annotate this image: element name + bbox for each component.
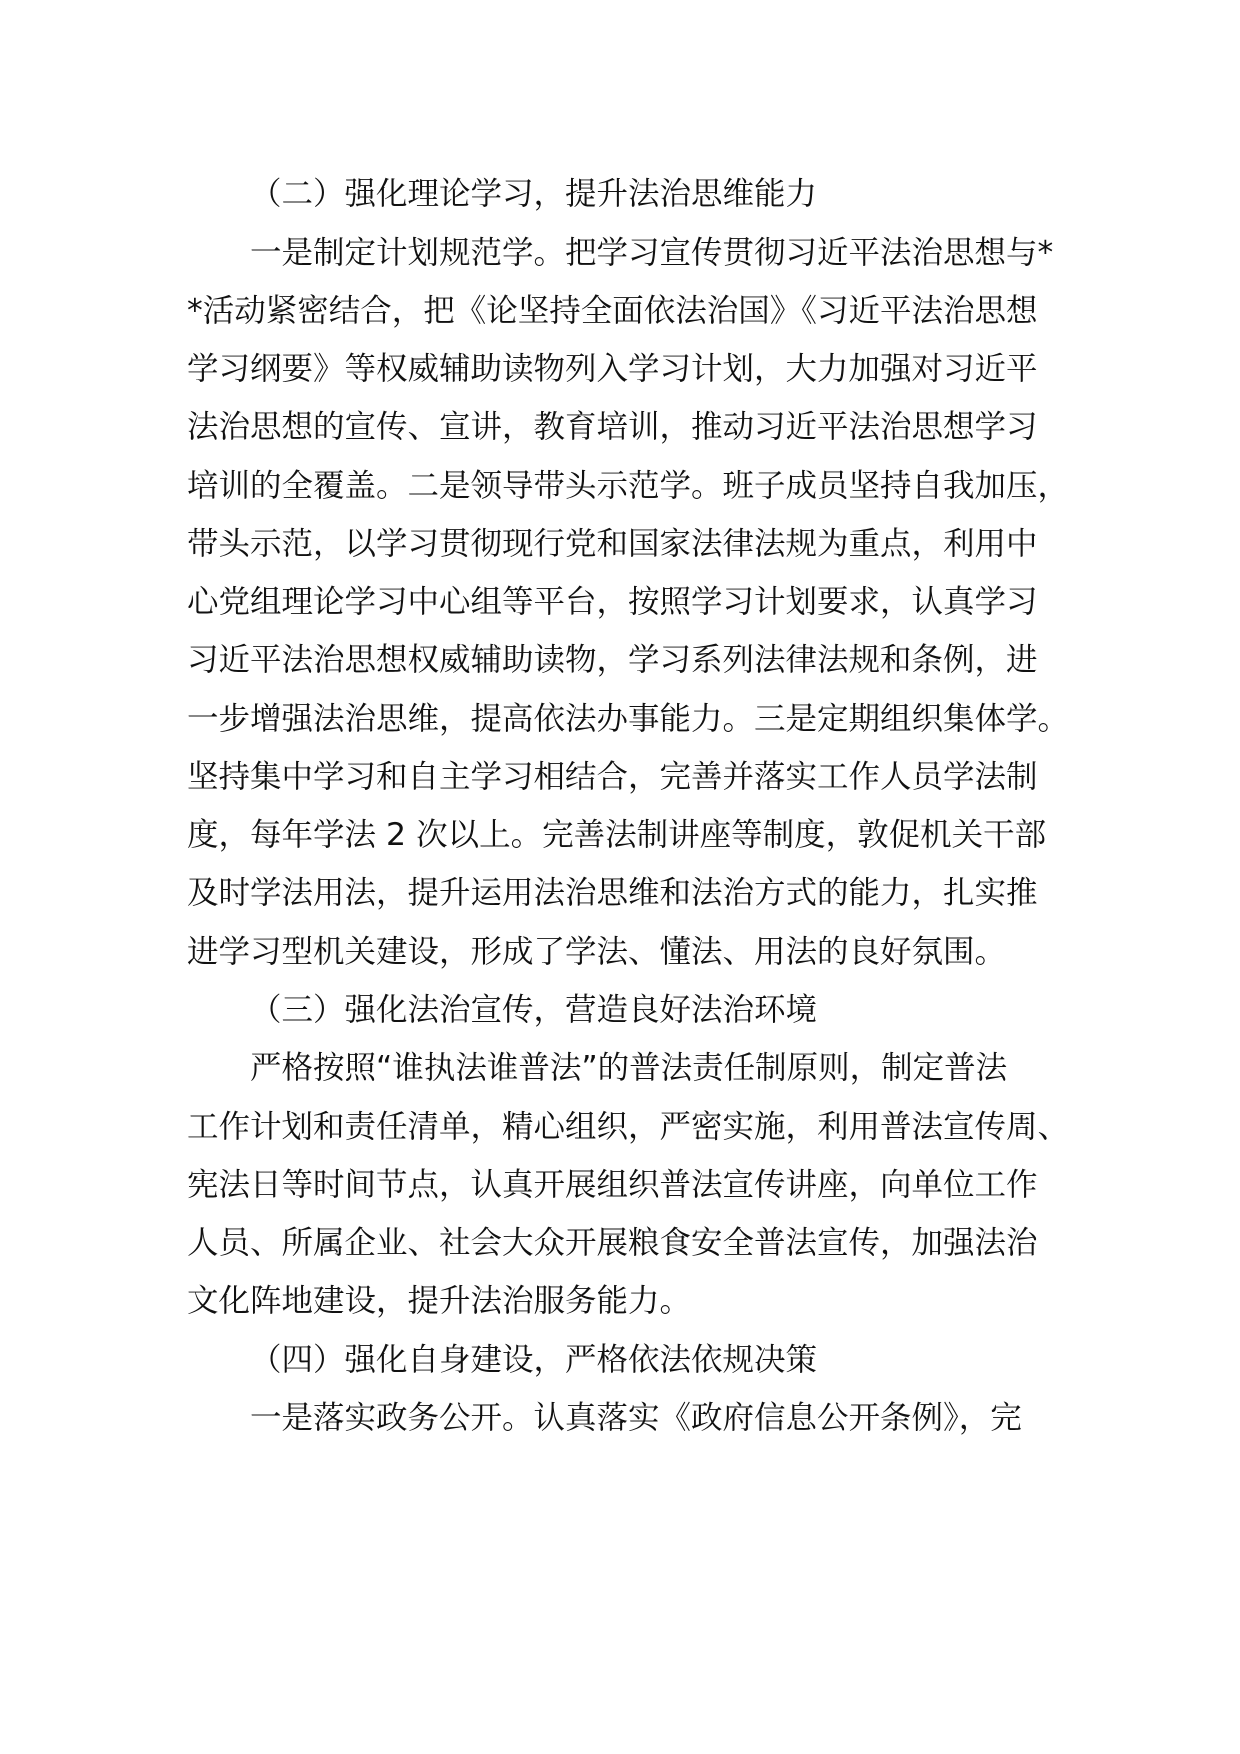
paragraph-line: 人员、所属企业、社会大众开展粮食安全普法宣传，加强法治 [187, 1225, 1038, 1261]
paragraph-line: 学习纲要》等权威辅助读物列入学习计划，大力加强对习近平 [187, 351, 1038, 387]
section-heading-2: （二）强化理论学习，提升法治思维能力 [250, 176, 818, 212]
paragraph-line: *活动紧密结合，把《论坚持全面依法治国》《习近平法治思想 [187, 293, 1038, 329]
paragraph-line: 工作计划和责任清单，精心组织，严密实施，利用普法宣传周、 [187, 1109, 1070, 1145]
section-heading-3: （三）强化法治宣传，营造良好法治环境 [250, 992, 818, 1028]
paragraph-line: 一步增强法治思维，提高依法办事能力。三是定期组织集体学。 [187, 701, 1070, 737]
paragraph-line: 进学习型机关建设，形成了学法、懂法、用法的良好氛围。 [187, 934, 1007, 970]
paragraph-line: 及时学法用法，提升运用法治思维和法治方式的能力，扎实推 [187, 875, 1038, 911]
paragraph-line: 心党组理论学习中心组等平台，按照学习计划要求，认真学习 [187, 584, 1038, 620]
paragraph-line: 宪法日等时间节点，认真开展组织普法宣传讲座，向单位工作 [187, 1167, 1038, 1203]
paragraph-line: 一是制定计划规范学。把学习宣传贯彻习近平法治思想与* [250, 235, 1054, 271]
paragraph-line: 一是落实政务公开。认真落实《政府信息公开条例》，完 [250, 1400, 1022, 1436]
section-heading-4: （四）强化自身建设，严格依法依规决策 [250, 1342, 818, 1378]
paragraph-line: 习近平法治思想权威辅助读物，学习系列法律法规和条例，进 [187, 642, 1038, 678]
paragraph-line: 严格按照“谁执法谁普法”的普法责任制原则，制定普法 [250, 1050, 1008, 1086]
paragraph-line: 坚持集中学习和自主学习相结合，完善并落实工作人员学法制 [187, 759, 1038, 795]
paragraph-line: 法治思想的宣传、宣讲，教育培训，推动习近平法治思想学习 [187, 409, 1038, 445]
paragraph-line: 文化阵地建设，提升法治服务能力。 [187, 1283, 692, 1319]
paragraph-line: 度，每年学法 2 次以上。完善法制讲座等制度，敦促机关干部 [187, 817, 1047, 853]
paragraph-line: 培训的全覆盖。二是领导带头示范学。班子成员坚持自我加压， [187, 468, 1070, 504]
paragraph-line: 带头示范，以学习贯彻现行党和国家法律法规为重点，利用中 [187, 526, 1038, 562]
